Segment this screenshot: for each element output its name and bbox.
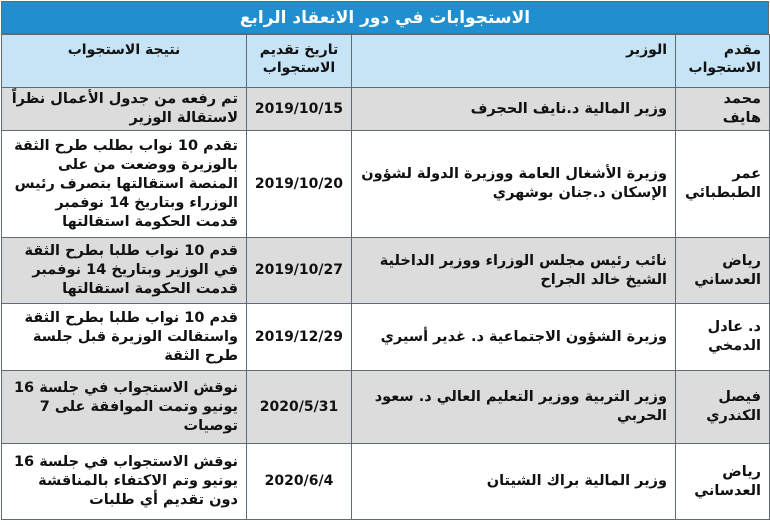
interpellations-table <box>1 34 770 520</box>
cell-minister: وزير المالية د.نايف الحجرف <box>352 88 676 131</box>
cell-presenter: محمد هايف <box>676 88 770 131</box>
cell-minister: وزيرة الشؤون الاجتماعية د. غدير أسيري <box>352 304 676 371</box>
header-row <box>2 35 770 88</box>
table-title: الاستجوابات في دور الانعقاد الرابع <box>1 1 769 34</box>
cell-date: 2020/6/4 <box>247 444 352 520</box>
cell-minister: وزير المالية براك الشيتان <box>352 444 676 520</box>
table-row <box>2 444 770 520</box>
cell-result: نوقش الاستجواب في جلسة 16 يونيو وتمت الموافقة على 7 توصيات <box>2 371 247 444</box>
header-date: تاريخ تقديم الاستجواب <box>247 35 352 88</box>
table-row <box>2 238 770 304</box>
cell-date: 2019/12/29 <box>247 304 352 371</box>
cell-result: تم رفعه من جدول الأعمال نظراً لاستقالة الوزير <box>2 88 247 131</box>
table-row <box>2 371 770 444</box>
header-presenter: مقدم الاستجواب <box>676 35 770 88</box>
cell-date: 2019/10/15 <box>247 88 352 131</box>
table-row <box>2 131 770 238</box>
cell-date: 2019/10/20 <box>247 131 352 238</box>
cell-presenter: رياض العدساني <box>676 444 770 520</box>
cell-date: 2019/10/27 <box>247 238 352 304</box>
header-result: نتيجة الاستجواب <box>2 35 247 88</box>
cell-result: تقدم 10 نواب بطلب طرح الثقة بالوزيرة ووضعت من على المنصة استقالتها بتصرف رئيس الوزراء وبتاريخ 14 نوفمبر قدمت الحكومة استقالتها <box>2 131 247 238</box>
table-row <box>2 88 770 131</box>
table-row <box>2 304 770 371</box>
cell-presenter: د. عادل الدمخي <box>676 304 770 371</box>
cell-result: قدم 10 نواب طلبا بطرح الثقة واستقالت الوزيرة قبل جلسة طرح الثقة <box>2 304 247 371</box>
cell-minister: وزير التربية ووزير التعليم العالي د. سعود الحربي <box>352 371 676 444</box>
cell-result: نوقش الاستجواب في جلسة 16 يونيو وتم الاكتفاء بالمناقشة دون تقديم أي طلبات <box>2 444 247 520</box>
cell-minister: نائب رئيس مجلس الوزراء ووزير الداخلية الشيخ خالد الجراح <box>352 238 676 304</box>
cell-presenter: رياض العدساني <box>676 238 770 304</box>
interpellations-table-figure <box>1 1 769 523</box>
cell-presenter: عمر الطبطبائي <box>676 131 770 238</box>
cell-presenter: فيصل الكندري <box>676 371 770 444</box>
cell-result: قدم 10 نواب طلبا بطرح الثقة في الوزير وبتاريخ 14 نوفمبر قدمت الحكومة استقالتها <box>2 238 247 304</box>
cell-minister: وزيرة الأشغال العامة ووزيرة الدولة لشؤون الإسكان د.جنان بوشهري <box>352 131 676 238</box>
header-minister: الوزير <box>352 35 676 88</box>
cell-date: 2020/5/31 <box>247 371 352 444</box>
